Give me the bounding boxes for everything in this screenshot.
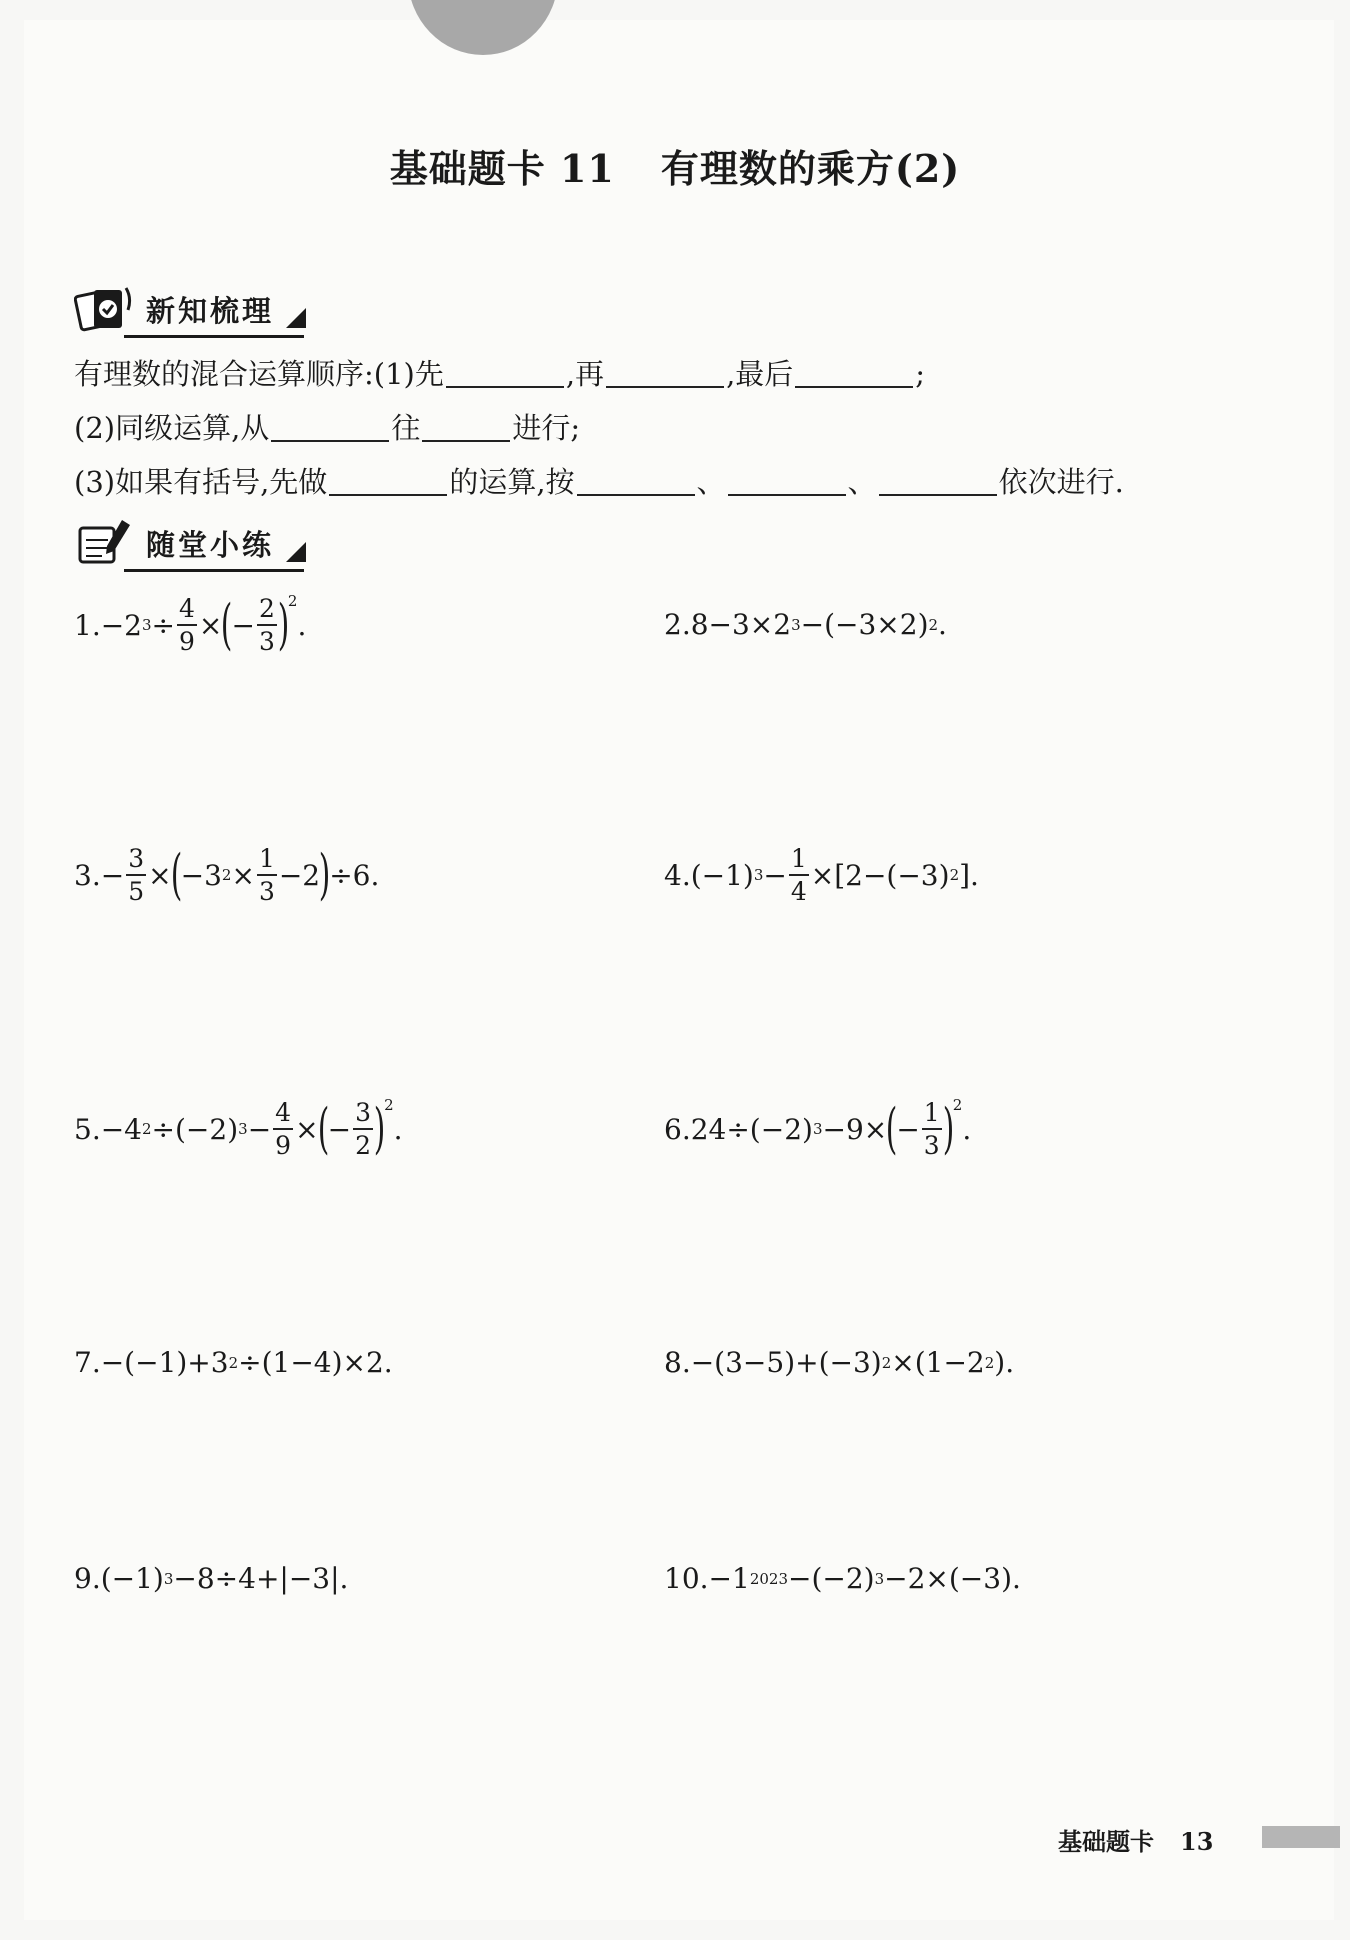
exponent: 3 — [812, 1120, 823, 1138]
expr: − — [231, 608, 255, 642]
expr: . — [393, 1112, 403, 1146]
expr: − — [327, 1112, 352, 1146]
exponent: 2 — [142, 1120, 152, 1138]
expr: −9× — [822, 1112, 888, 1146]
exponent: 2 — [384, 1096, 394, 1114]
exponent: 3 — [791, 615, 801, 634]
section-underline — [124, 335, 304, 338]
text: 往 — [391, 411, 421, 445]
expr: ). — [994, 1346, 1015, 1379]
expr: − — [100, 858, 125, 892]
problem-5 — [74, 1096, 403, 1160]
problem-10 — [664, 1562, 1021, 1595]
section-label: 随堂小练 — [146, 527, 275, 562]
expr: × — [231, 858, 255, 892]
left-paren: ( — [170, 843, 182, 906]
numerator: 3 — [126, 846, 146, 876]
section-underline — [124, 569, 304, 572]
blank — [577, 466, 695, 496]
denominator: 3 — [258, 877, 275, 906]
cards-icon — [74, 284, 136, 334]
exponent: 3 — [874, 1569, 885, 1588]
exponent: 2 — [949, 866, 960, 884]
problem-number: 8. — [664, 1346, 691, 1379]
text: 的运算,按 — [449, 465, 575, 499]
blank — [271, 412, 389, 442]
numerator: 4 — [177, 596, 197, 626]
section-header-practice — [74, 518, 306, 568]
problem-7 — [74, 1346, 393, 1379]
expr: . — [938, 608, 947, 641]
numerator: 1 — [257, 846, 277, 876]
expr: × — [198, 608, 223, 642]
footer-label: 基础题卡 — [1058, 1828, 1154, 1856]
left-paren: ( — [317, 1097, 329, 1160]
numerator: 3 — [353, 1100, 373, 1130]
expr: ÷6. — [329, 858, 380, 892]
knowledge-line-1 — [74, 352, 925, 393]
numerator: 1 — [922, 1100, 942, 1130]
blank — [329, 466, 447, 496]
expr: − — [247, 1112, 272, 1146]
text: 有理数的混合运算顺序:(1)先 — [74, 357, 444, 391]
exponent: 2023 — [749, 1569, 788, 1588]
expr: × — [295, 1112, 319, 1146]
footer-bar-decoration — [1262, 1826, 1340, 1848]
knowledge-line-3 — [74, 460, 1124, 501]
expr: −(3−5)+(−3) — [690, 1346, 882, 1379]
right-paren: ) — [373, 1097, 386, 1160]
expr: (−1) — [690, 858, 754, 892]
blank — [728, 466, 846, 496]
text: (3)如果有括号,先做 — [74, 465, 328, 499]
problem-number: 5. — [74, 1112, 101, 1146]
problem-8 — [664, 1346, 1014, 1379]
denominator: 5 — [128, 877, 145, 906]
expr: ÷(−2) — [151, 1112, 239, 1146]
fraction — [789, 846, 809, 904]
exponent: 2 — [952, 1096, 963, 1114]
right-paren: ) — [942, 1097, 955, 1160]
text: 、 — [847, 465, 877, 499]
problem-1 — [74, 592, 307, 656]
fraction — [922, 1100, 942, 1158]
fraction — [353, 1100, 373, 1158]
problem-3 — [74, 843, 380, 906]
expr: −4 — [100, 1112, 142, 1146]
right-paren: ) — [318, 843, 331, 906]
expr: −3 — [180, 858, 222, 892]
exponent: 3 — [163, 1569, 174, 1588]
expr: − — [763, 858, 787, 892]
text: ; — [915, 357, 926, 391]
knowledge-line-2 — [74, 406, 580, 447]
expr: 24÷(−2) — [690, 1112, 813, 1146]
blank — [422, 412, 510, 442]
text: ,最后 — [726, 357, 794, 391]
exponent: 2 — [228, 1353, 239, 1372]
section-header-knowledge — [74, 284, 306, 334]
left-paren: ( — [221, 593, 233, 656]
expr: ×(1−2 — [891, 1346, 985, 1379]
topic-title: 有理数的乘方(2) — [660, 146, 961, 191]
exponent: 2 — [221, 866, 232, 884]
text: 、 — [696, 465, 726, 499]
expr: . — [297, 608, 307, 642]
page-footer — [1058, 1822, 1213, 1857]
blank — [446, 358, 564, 388]
left-paren: ( — [885, 1097, 898, 1160]
expr: × — [148, 858, 172, 892]
problem-9 — [74, 1562, 348, 1595]
section-label: 新知梳理 — [146, 293, 275, 328]
text: 依次进行. — [998, 465, 1124, 499]
fraction — [177, 596, 197, 654]
blank — [879, 466, 997, 496]
page-title — [0, 138, 1350, 193]
text: 进行; — [512, 411, 581, 445]
numerator: 4 — [273, 1100, 293, 1130]
notebook-pen-icon — [74, 518, 136, 568]
numerator: 2 — [257, 596, 277, 626]
problem-number: 2. — [664, 608, 691, 641]
problem-number: 7. — [74, 1346, 101, 1379]
expr: −2 — [278, 858, 321, 892]
denominator: 9 — [179, 627, 195, 656]
problem-number: 4. — [664, 858, 691, 892]
problem-number: 1. — [74, 608, 101, 642]
expr: −2 — [100, 608, 142, 642]
exponent: 3 — [753, 866, 764, 884]
problem-number: 3. — [74, 858, 101, 892]
problem-number: 9. — [74, 1562, 101, 1595]
fraction — [273, 1100, 293, 1158]
expr: − — [896, 1112, 920, 1146]
right-paren: ) — [277, 593, 290, 656]
expr: −(−1)+3 — [100, 1346, 229, 1379]
numerator: 1 — [789, 846, 809, 876]
exponent: 2 — [287, 592, 298, 610]
expr: −(−3×2) — [800, 608, 929, 641]
expr: −(−2) — [788, 1562, 875, 1595]
exponent: 3 — [142, 616, 152, 634]
corner-triangle-icon — [286, 308, 306, 328]
text: ,再 — [565, 357, 605, 391]
expr: ]. — [959, 858, 979, 892]
expr: . — [962, 1112, 972, 1146]
denominator: 9 — [275, 1131, 292, 1160]
denominator: 4 — [790, 877, 807, 906]
problem-4 — [664, 846, 979, 904]
problem-number: 6. — [664, 1112, 691, 1146]
fraction — [126, 846, 146, 904]
exponent: 2 — [928, 615, 939, 634]
blank — [606, 358, 724, 388]
page-number: 13 — [1180, 1827, 1214, 1856]
expr: −2×(−3). — [884, 1562, 1021, 1595]
problem-number: 10. — [664, 1562, 709, 1595]
exponent: 3 — [238, 1120, 248, 1138]
expr: ÷ — [151, 608, 176, 642]
expr: 8−3×2 — [690, 608, 792, 641]
expr: ÷(1−4)×2. — [238, 1346, 393, 1379]
problem-6 — [664, 1096, 972, 1160]
denominator: 3 — [923, 1131, 940, 1160]
expr: −8÷4+|−3|. — [173, 1562, 349, 1595]
expr: ×[2−(−3) — [810, 858, 950, 892]
denominator: 3 — [258, 627, 275, 656]
denominator: 2 — [355, 1131, 371, 1160]
exponent: 2 — [984, 1353, 995, 1372]
text: (2)同级运算,从 — [74, 411, 270, 445]
exponent: 2 — [881, 1353, 892, 1372]
expr: (−1) — [100, 1562, 164, 1595]
blank — [795, 358, 913, 388]
fraction — [257, 846, 277, 904]
corner-triangle-icon — [286, 542, 306, 562]
expr: −1 — [708, 1562, 750, 1595]
problem-2 — [664, 608, 947, 641]
fraction — [257, 596, 277, 654]
card-number: 基础题卡 11 — [389, 146, 615, 191]
